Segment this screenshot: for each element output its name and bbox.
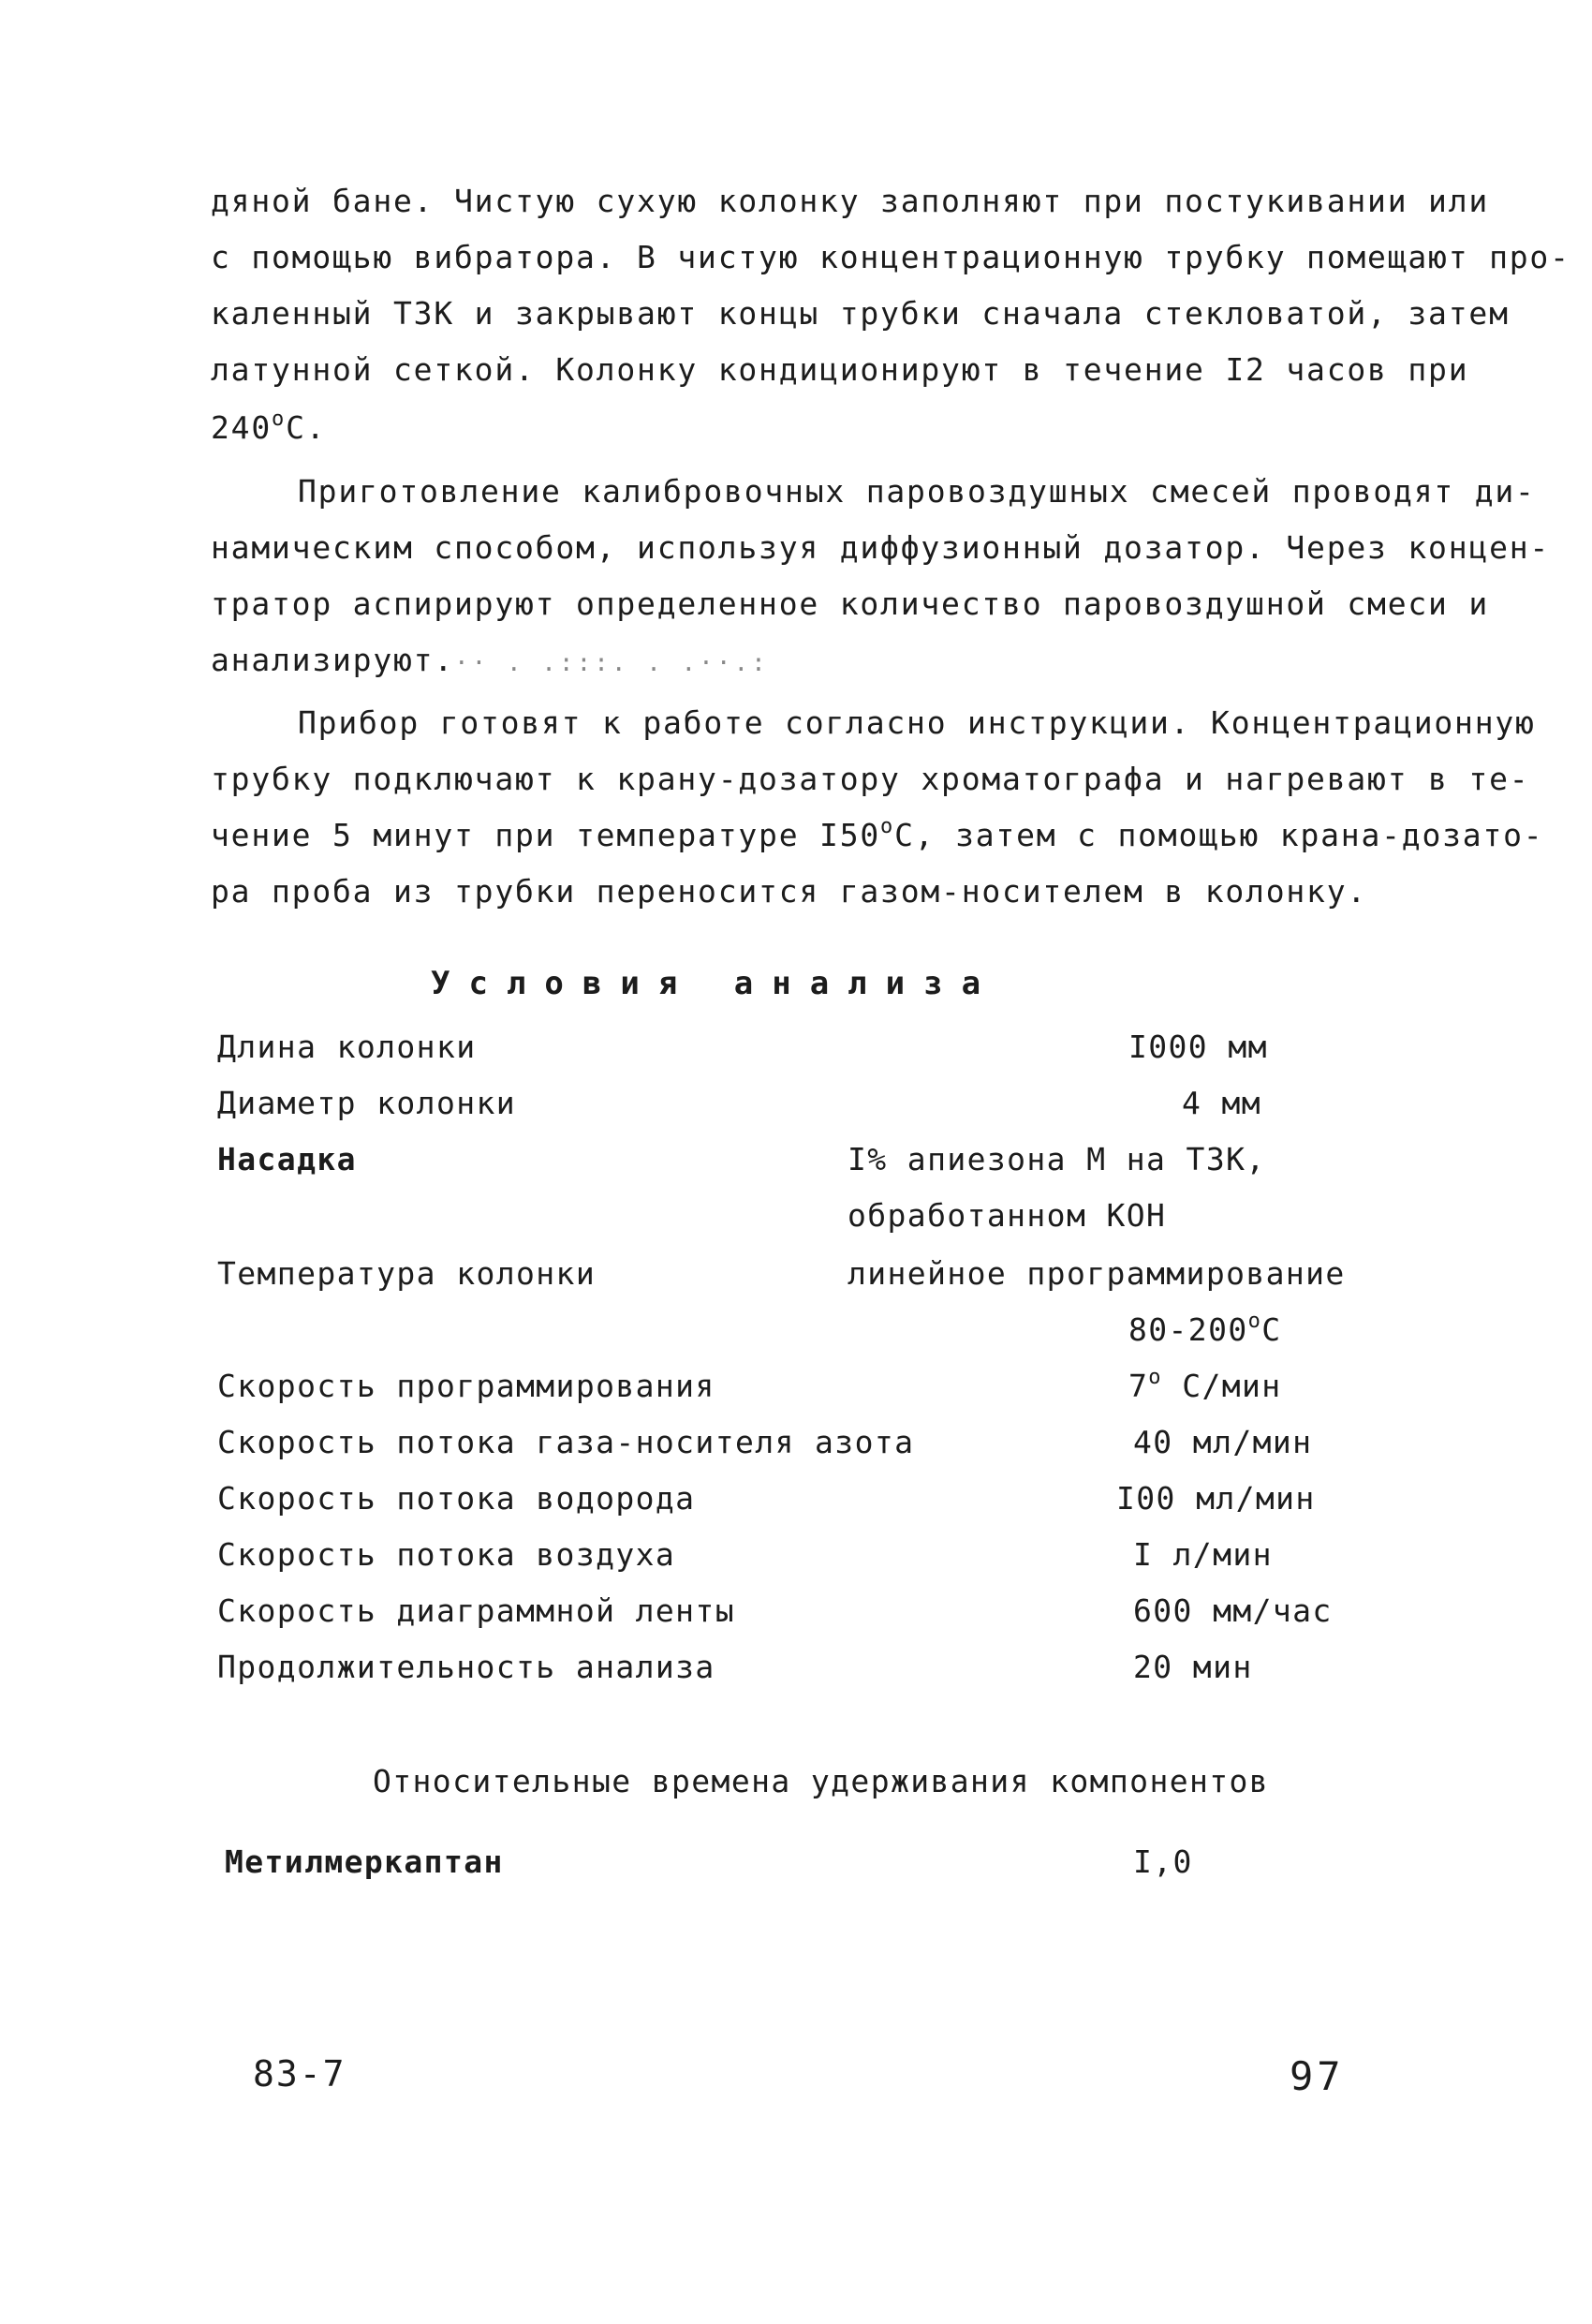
paragraph-line: тратор аспирируют определенное количество паровоздушной смеси и [211, 585, 1490, 622]
section-title: Условия анализа [431, 965, 1000, 1002]
condition-label: Скорость потока водорода [217, 1480, 696, 1517]
degree-mark: о [1247, 1310, 1262, 1333]
retention-label: Метилмеркаптан [225, 1843, 504, 1880]
condition-value [1128, 1311, 1282, 1349]
rate-value: 7 [1128, 1368, 1149, 1404]
paragraph-line: каленный ТЗК и закрывают концы трубки сначала стекловатой, затем [211, 295, 1510, 332]
condition-label: Диаметр колонки [217, 1085, 517, 1121]
document-code: 83-7 [253, 2053, 346, 2095]
paragraph-line [211, 409, 326, 447]
paragraph-line: с помощью вибратора. В чистую концентрационную трубку помещают про- [211, 239, 1570, 275]
condition-value: 20 мин [1133, 1649, 1253, 1685]
condition-value [1128, 1368, 1282, 1405]
retention-heading: Относительные времена удерживания компонентов [373, 1763, 1270, 1799]
condition-label: Длина колонки [217, 1029, 477, 1065]
retention-value: I,0 [1133, 1843, 1193, 1880]
condition-label: Продолжительность анализа [217, 1649, 715, 1685]
paragraph-line [211, 817, 1543, 854]
temperature-range: 80-200 [1128, 1311, 1248, 1348]
paragraph-line: намическим способом, используя диффузионный дозатор. Через концен- [211, 529, 1551, 566]
condition-label: Насадка [217, 1141, 357, 1177]
page-number: 97 [1290, 2053, 1345, 2099]
degree-mark: о [1148, 1366, 1162, 1389]
paragraph-line: трубку подключают к крану-дозатору хроматографа и нагревают в те- [211, 761, 1530, 797]
condition-value: I00 мл/мин [1116, 1480, 1316, 1517]
condition-value: 600 мм/час [1133, 1592, 1333, 1629]
rate-unit: С/мин [1161, 1368, 1282, 1404]
line-text: чение 5 минут при температуре I50 [211, 817, 881, 853]
condition-value: линейное программирование [848, 1255, 1346, 1292]
line-text: анализируют. [211, 642, 455, 678]
condition-value: обработанном КОН [848, 1197, 1167, 1234]
temperature-value: 240 [211, 409, 273, 446]
condition-value: I% апиезона М на ТЗК, [848, 1141, 1266, 1177]
condition-value: 40 мл/мин [1133, 1424, 1313, 1460]
smudged-text: ·· . .:::. . .··.: [454, 649, 769, 677]
condition-value: 4 мм [1182, 1085, 1262, 1121]
paragraph-line: Прибор готовят к работе согласно инструкции. Концентрационную [298, 704, 1536, 741]
condition-label: Скорость потока газа-носителя азота [217, 1424, 915, 1460]
paragraph-line: Приготовление калибровочных паровоздушных смесей проводят ди- [298, 473, 1536, 510]
condition-label: Температура колонки [217, 1255, 597, 1292]
condition-value: I000 мм [1128, 1029, 1268, 1065]
degree-mark: о [272, 407, 287, 431]
paragraph-line: дяной бане. Чистую сухую колонку заполняют при постукивании или [211, 183, 1490, 219]
paragraph-line: латунной сеткой. Колонку кондиционируют в течение I2 часов при [211, 351, 1469, 388]
condition-label: Скорость программирования [217, 1368, 715, 1404]
condition-value: I л/мин [1133, 1536, 1273, 1573]
condition-label: Скорость потока воздуха [217, 1536, 676, 1573]
temperature-unit: С. [286, 409, 327, 446]
line-text: С, затем с помощью крана-дозато- [894, 817, 1544, 853]
condition-label: Скорость диаграммной ленты [217, 1592, 735, 1629]
temperature-unit: С [1261, 1311, 1282, 1348]
paragraph-line: ра проба из трубки переносится газом-носителем в колонку. [211, 873, 1368, 910]
paragraph-line [211, 642, 769, 682]
degree-mark: о [880, 815, 895, 838]
